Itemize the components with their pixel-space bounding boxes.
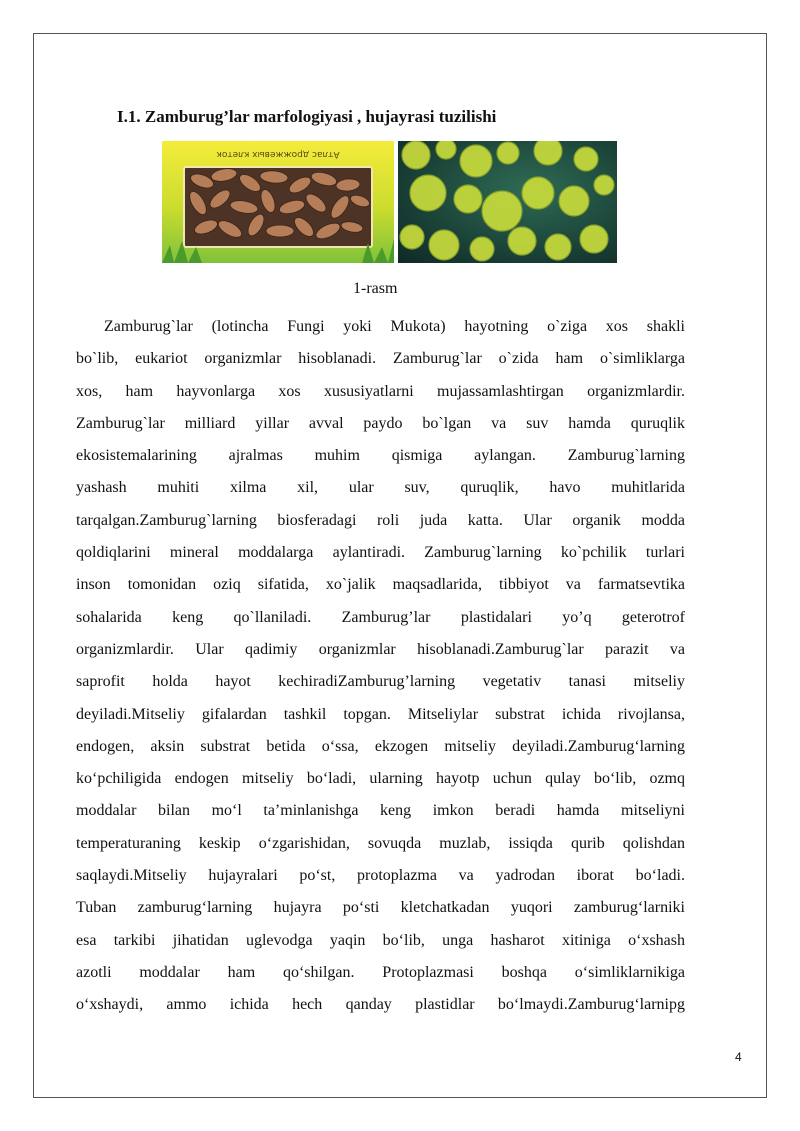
figure-banner-text: Атлас дрожжевых клеток [216,149,340,159]
body-text [76,311,685,1022]
spores-group [400,141,614,261]
body-line: sohalarida keng qo`llaniladi. Zamburug’lar plastidalari yo’q geterotrof [76,608,685,626]
body-line: temperaturaning keskip o‘zgarishidan, sovuqda muzlab, issiqda qurib qolishdan [76,834,685,852]
figure-spores [398,141,617,263]
figure-caption: 1-rasm [353,280,398,297]
body-line: qoldiqlarini mineral moddalarga aylantiradi. Zamburug`larning ko`pchilik turlari [76,544,685,562]
body-line: deyiladi.Mitseliy gifalardan tashkil topgan. Mitseliylar substrat ichida rivojlansa, [76,705,685,723]
body-line: Zamburug`lar (lotincha Fungi yoki Mukota) hayotning o`ziga xos shakli [104,318,685,335]
body-line: saprofit holda hayot kechiradiZamburug’larning vegetativ tanasi mitseliy [76,673,685,691]
body-line: tarqalgan.Zamburug`larning biosferadagi roli juda katta. Ular organik modda [76,511,685,529]
body-line: azotli moddalar ham qo‘shilgan. Protoplazmasi boshqa o‘simliklarnikiga [76,963,685,981]
yeast-cells-illustration [162,141,394,263]
body-line: Zamburug`lar milliard yillar avval paydo bo`lgan va suv hamda quruqlik [76,414,685,432]
figure-yeast-cells [162,141,394,263]
page-number: 4 [735,1050,742,1064]
body-line: esa tarkibi jihatidan uglevodga yaqin bo‘lib, unga hasharot xitiniga o‘xshash [76,931,685,949]
body-line: bo`lib, eukariot organizmlar hisoblanadi. Zamburug`lar o`zida ham o`simliklarga [76,350,685,368]
spores-illustration [398,141,617,263]
body-line: Tuban zamburug‘larning hujayra po‘sti kletchatkadan yuqori zamburug‘larniki [76,899,685,917]
body-line: saqlaydi.Mitseliy hujayralari po‘st, protoplazma va yadrodan iborat bo‘ladi. [76,867,685,885]
body-line: inson tomonidan oziq sifatida, xo`jalik maqsadlarida, tibbiyot va farmatsevtika [76,576,685,594]
body-line: ko‘pchiligida endogen mitseliy bo‘ladi, ularning hayotp uchun qulay bo‘lib, ozmq [76,770,685,788]
body-line: ekosistemalarining ajralmas muhim qismiga aylangan. Zamburug`larning [76,447,685,465]
body-line: organizmlardir. Ular qadimiy organizmlar hisoblanadi.Zamburug`lar parazit va [76,640,685,658]
body-line: xos, ham hayvonlarga xos xususiyatlarni mujassamlashtirgan organizmlardir. [76,382,685,400]
section-heading: I.1. Zamburug’lar marfologiyasi , hujayrasi tuzilishi [117,107,497,126]
body-line: o‘xshaydi, ammo ichida hech qanday plastidlar bo‘lmaydi.Zamburug‘larnipg [76,996,685,1014]
body-line: yashash muhiti xilma xil, ular suv, quruqlik, havo muhitlarida [76,479,685,497]
body-line: endogen, aksin substrat betida o‘ssa, ekzogen mitseliy deyiladi.Zamburug‘larning [76,737,685,755]
body-line: moddalar bilan mo‘l ta’minlanishga keng imkon beradi hamda mitseliyni [76,802,685,820]
